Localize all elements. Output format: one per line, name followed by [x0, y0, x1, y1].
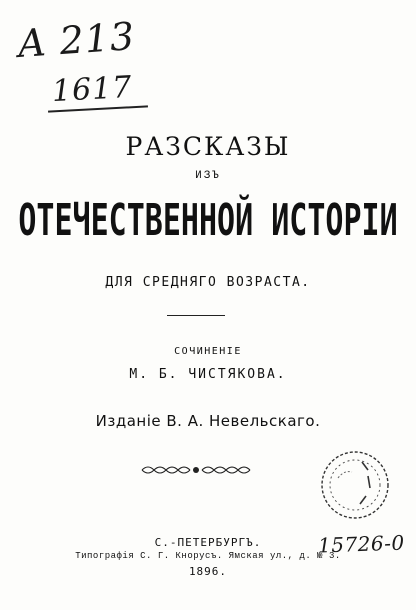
title-preposition: ИЗЪ — [195, 170, 221, 182]
edition-line: Изданіе В. А. Невельскаго. — [95, 412, 321, 430]
handwritten-shelfmark-top: A 213 — [16, 13, 137, 67]
book-title: РАЗСКАЗЫ — [125, 132, 291, 161]
work-label: СОЧИНЕНІЕ — [174, 346, 242, 357]
imprint-year: 1896. — [188, 565, 228, 578]
ornament-flourish — [140, 463, 252, 477]
handwritten-shelfmark-bottom: 1617 — [51, 69, 134, 110]
library-stamp — [318, 448, 392, 522]
handwritten-inventory-number: 15726-0 — [317, 530, 406, 558]
audience-line: ДЛЯ СРЕДНЯГО ВОЗРАСТА. — [105, 275, 311, 290]
divider-rule — [167, 315, 225, 316]
imprint-printer: Типографія С. Г. Кнорусъ. Ямская ул., д. № 3. — [75, 551, 341, 561]
imprint-city: С.-ПЕТЕРБУРГЪ. — [154, 536, 262, 549]
author-name: М. Б. ЧИСТЯКОВА. — [129, 367, 287, 382]
book-subtitle: ОТЕЧЕСТВЕННОЙ ИСТОРІИ — [18, 196, 398, 247]
